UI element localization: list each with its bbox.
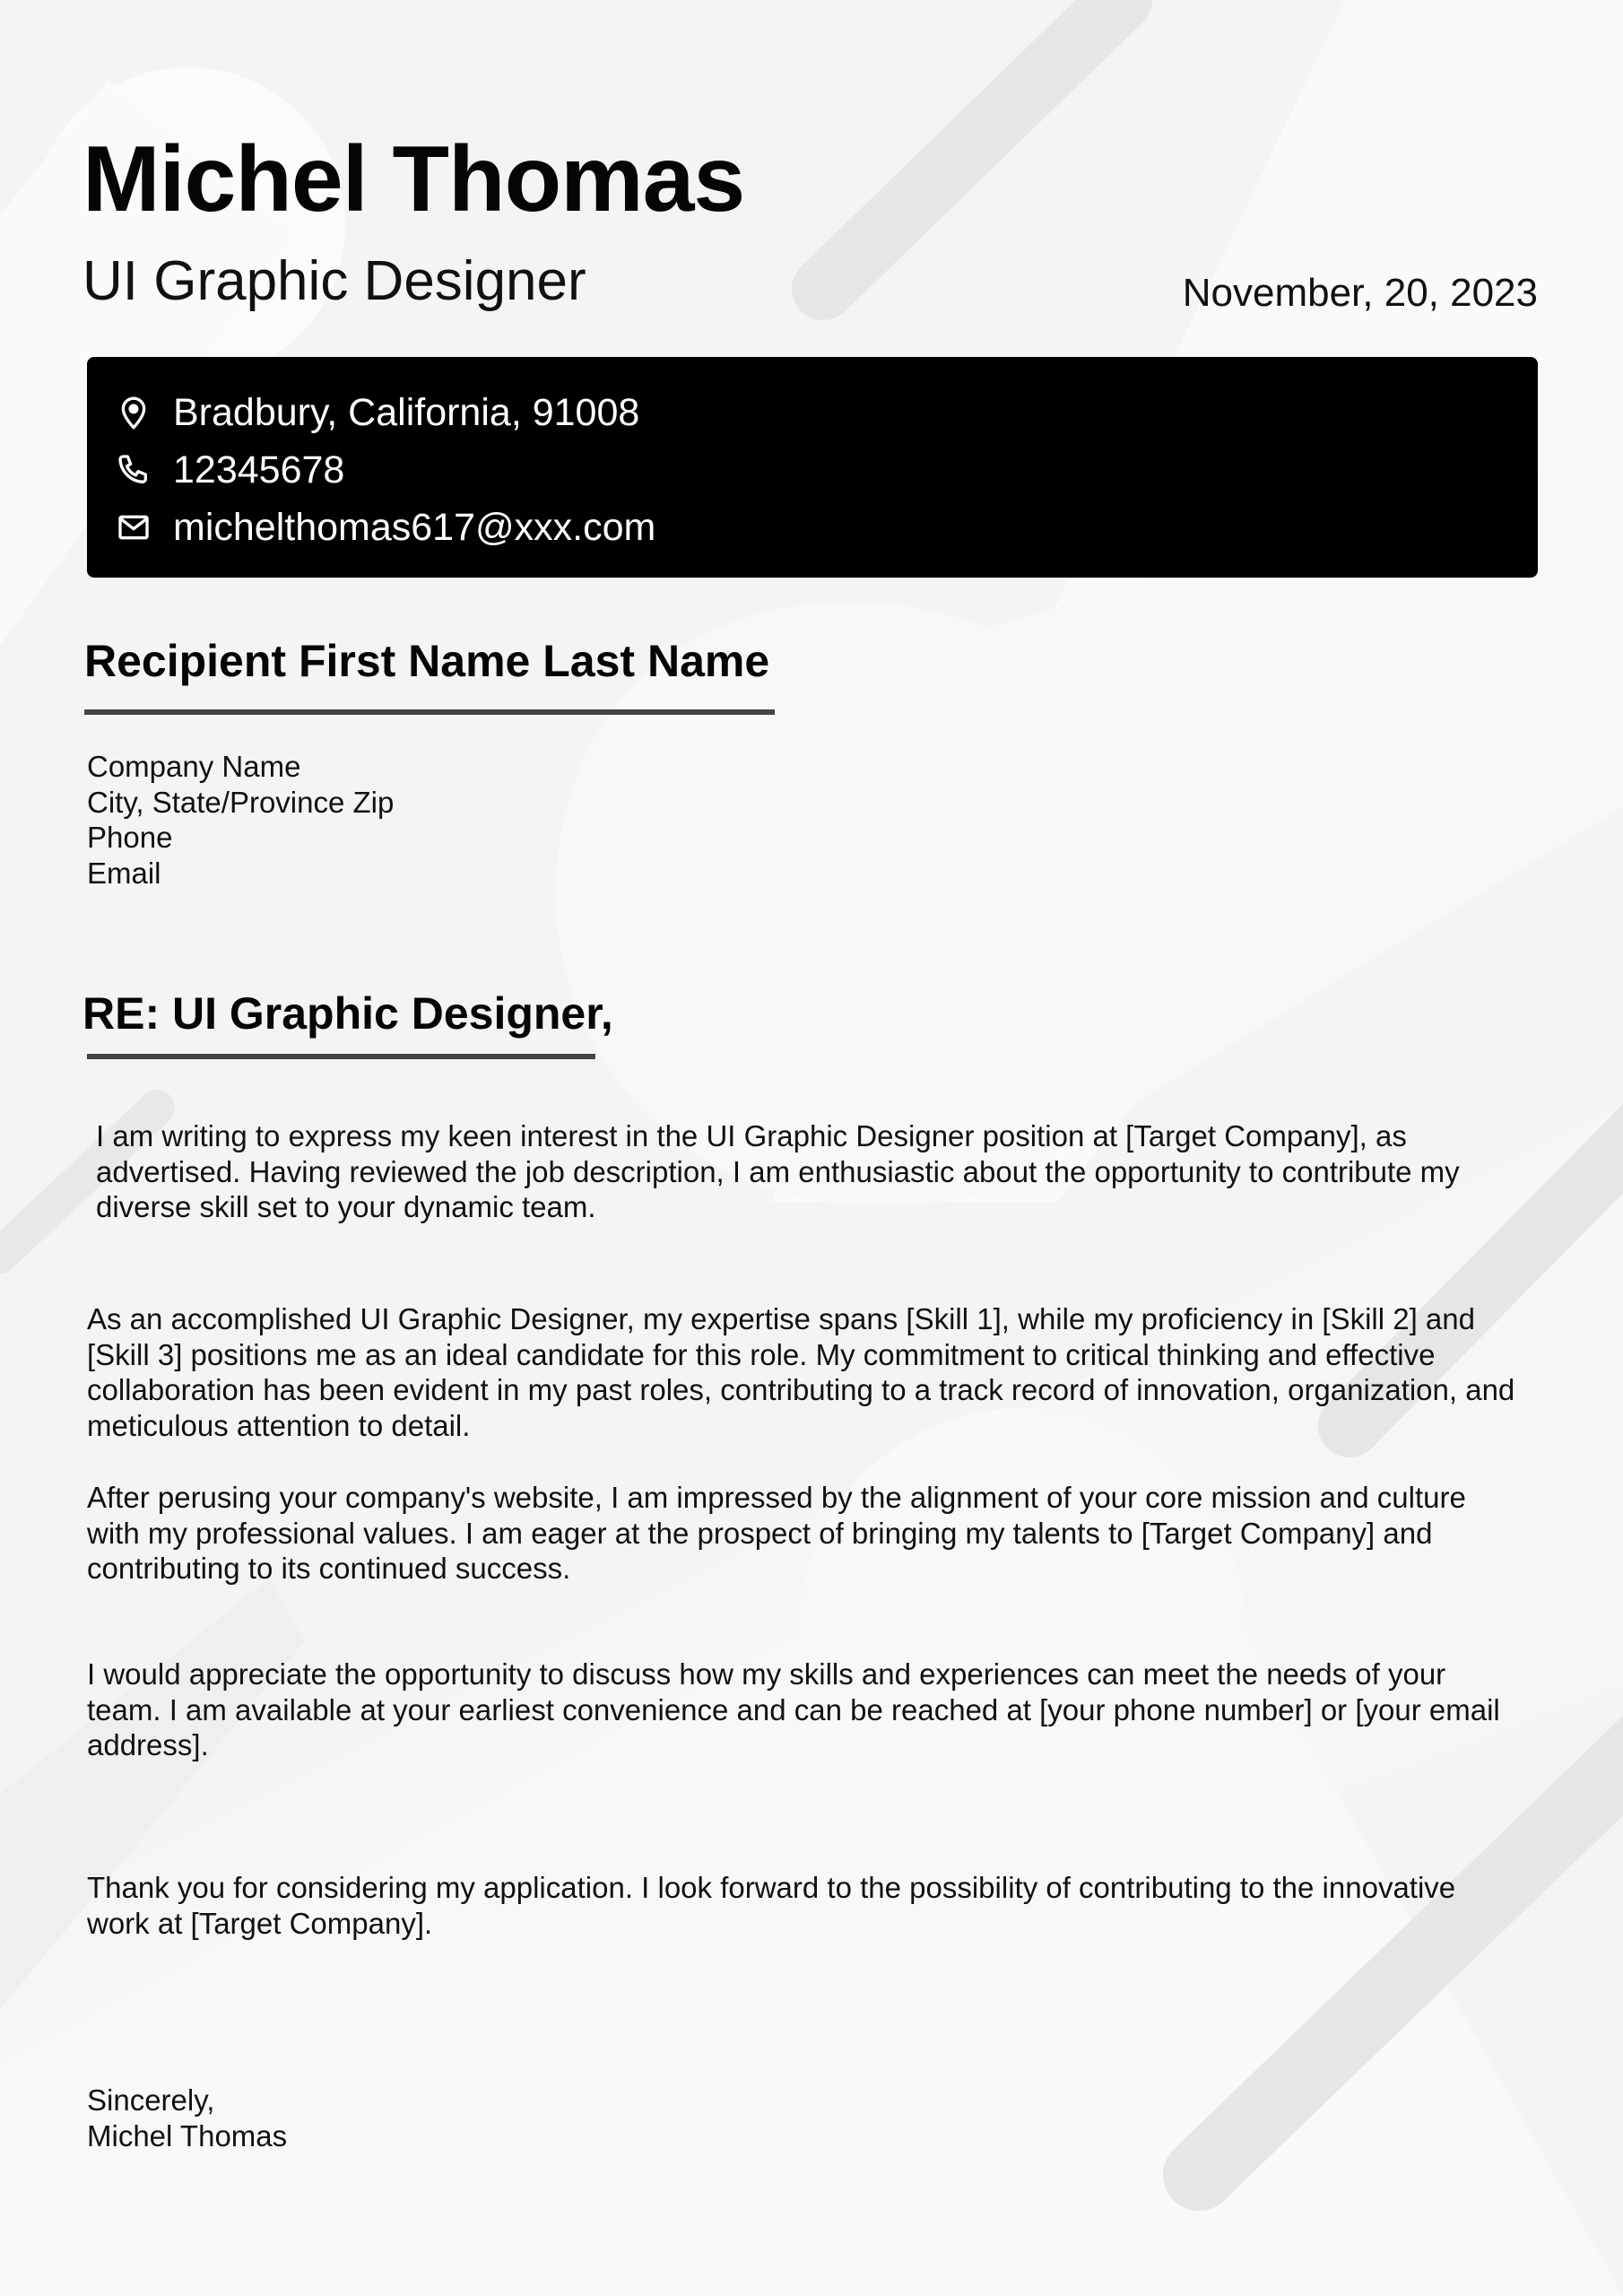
recipient-heading: Recipient First Name Last Name <box>84 636 770 686</box>
email-text: michelthomas617@xxx.com <box>173 505 656 549</box>
subject-divider <box>87 1054 595 1059</box>
contact-email <box>114 499 1538 556</box>
body-paragraph-3: After perusing your company's website, I am impressed by the alignment of your core mission and culture with my professional values. I am eager at the prospect of bringing my talents to [Target Company] and contributing to its continued success. <box>87 1481 1466 1585</box>
body-paragraph-4: I would appreciate the opportunity to discuss how my skills and experiences can meet the needs of your team. I am available at your earliest convenience and can be reached at [your phone number] or [your email address]. <box>87 1657 1500 1761</box>
applicant-name: Michel Thomas <box>82 127 745 231</box>
address-text: Bradbury, California, 91008 <box>173 390 640 434</box>
contact-info-box <box>87 357 1538 578</box>
closing-salutation: Sincerely, <box>87 2083 215 2117</box>
closing-block <box>87 2083 1558 2153</box>
contact-address <box>114 384 1538 441</box>
closing-signature: Michel Thomas <box>87 2118 288 2152</box>
location-pin-icon <box>114 393 153 432</box>
recipient-details <box>87 749 394 891</box>
body-paragraph-2: As an accomplished UI Graphic Designer, my expertise spans [Skill 1], while my proficiency in [Skill 2] and [Skill 3] positions me as an ideal candidate for this role. My commitment to critical thinking and effective collaboration has been evident in my past roles, contributing to a track record of innovation, organization, and meticulous attention to detail. <box>87 1302 1515 1442</box>
recipient-phone: Phone <box>87 821 173 854</box>
body-paragraph-1: I am writing to express my keen interest in the UI Graphic Designer position at [Target Company], as advertised. Having reviewed the job description, I am enthusiastic about the opportunity to contribute my diverse skill set to your dynamic team. <box>96 1119 1460 1223</box>
letter-date: November, 20, 2023 <box>1182 271 1538 315</box>
recipient-city: City, State/Province Zip <box>87 785 395 819</box>
recipient-email: Email <box>87 856 161 890</box>
phone-icon <box>114 450 153 490</box>
phone-text: 12345678 <box>173 448 345 491</box>
subject-heading: RE: UI Graphic Designer, <box>82 988 613 1039</box>
applicant-job-title: UI Graphic Designer <box>82 250 586 312</box>
recipient-divider <box>84 709 775 715</box>
body-paragraph-5: Thank you for considering my application. I look forward to the possibility of contributing to the innovative work at [Target Company]. <box>87 1871 1456 1940</box>
contact-phone <box>114 441 1538 499</box>
mail-icon <box>114 508 153 547</box>
recipient-company: Company Name <box>87 750 301 783</box>
